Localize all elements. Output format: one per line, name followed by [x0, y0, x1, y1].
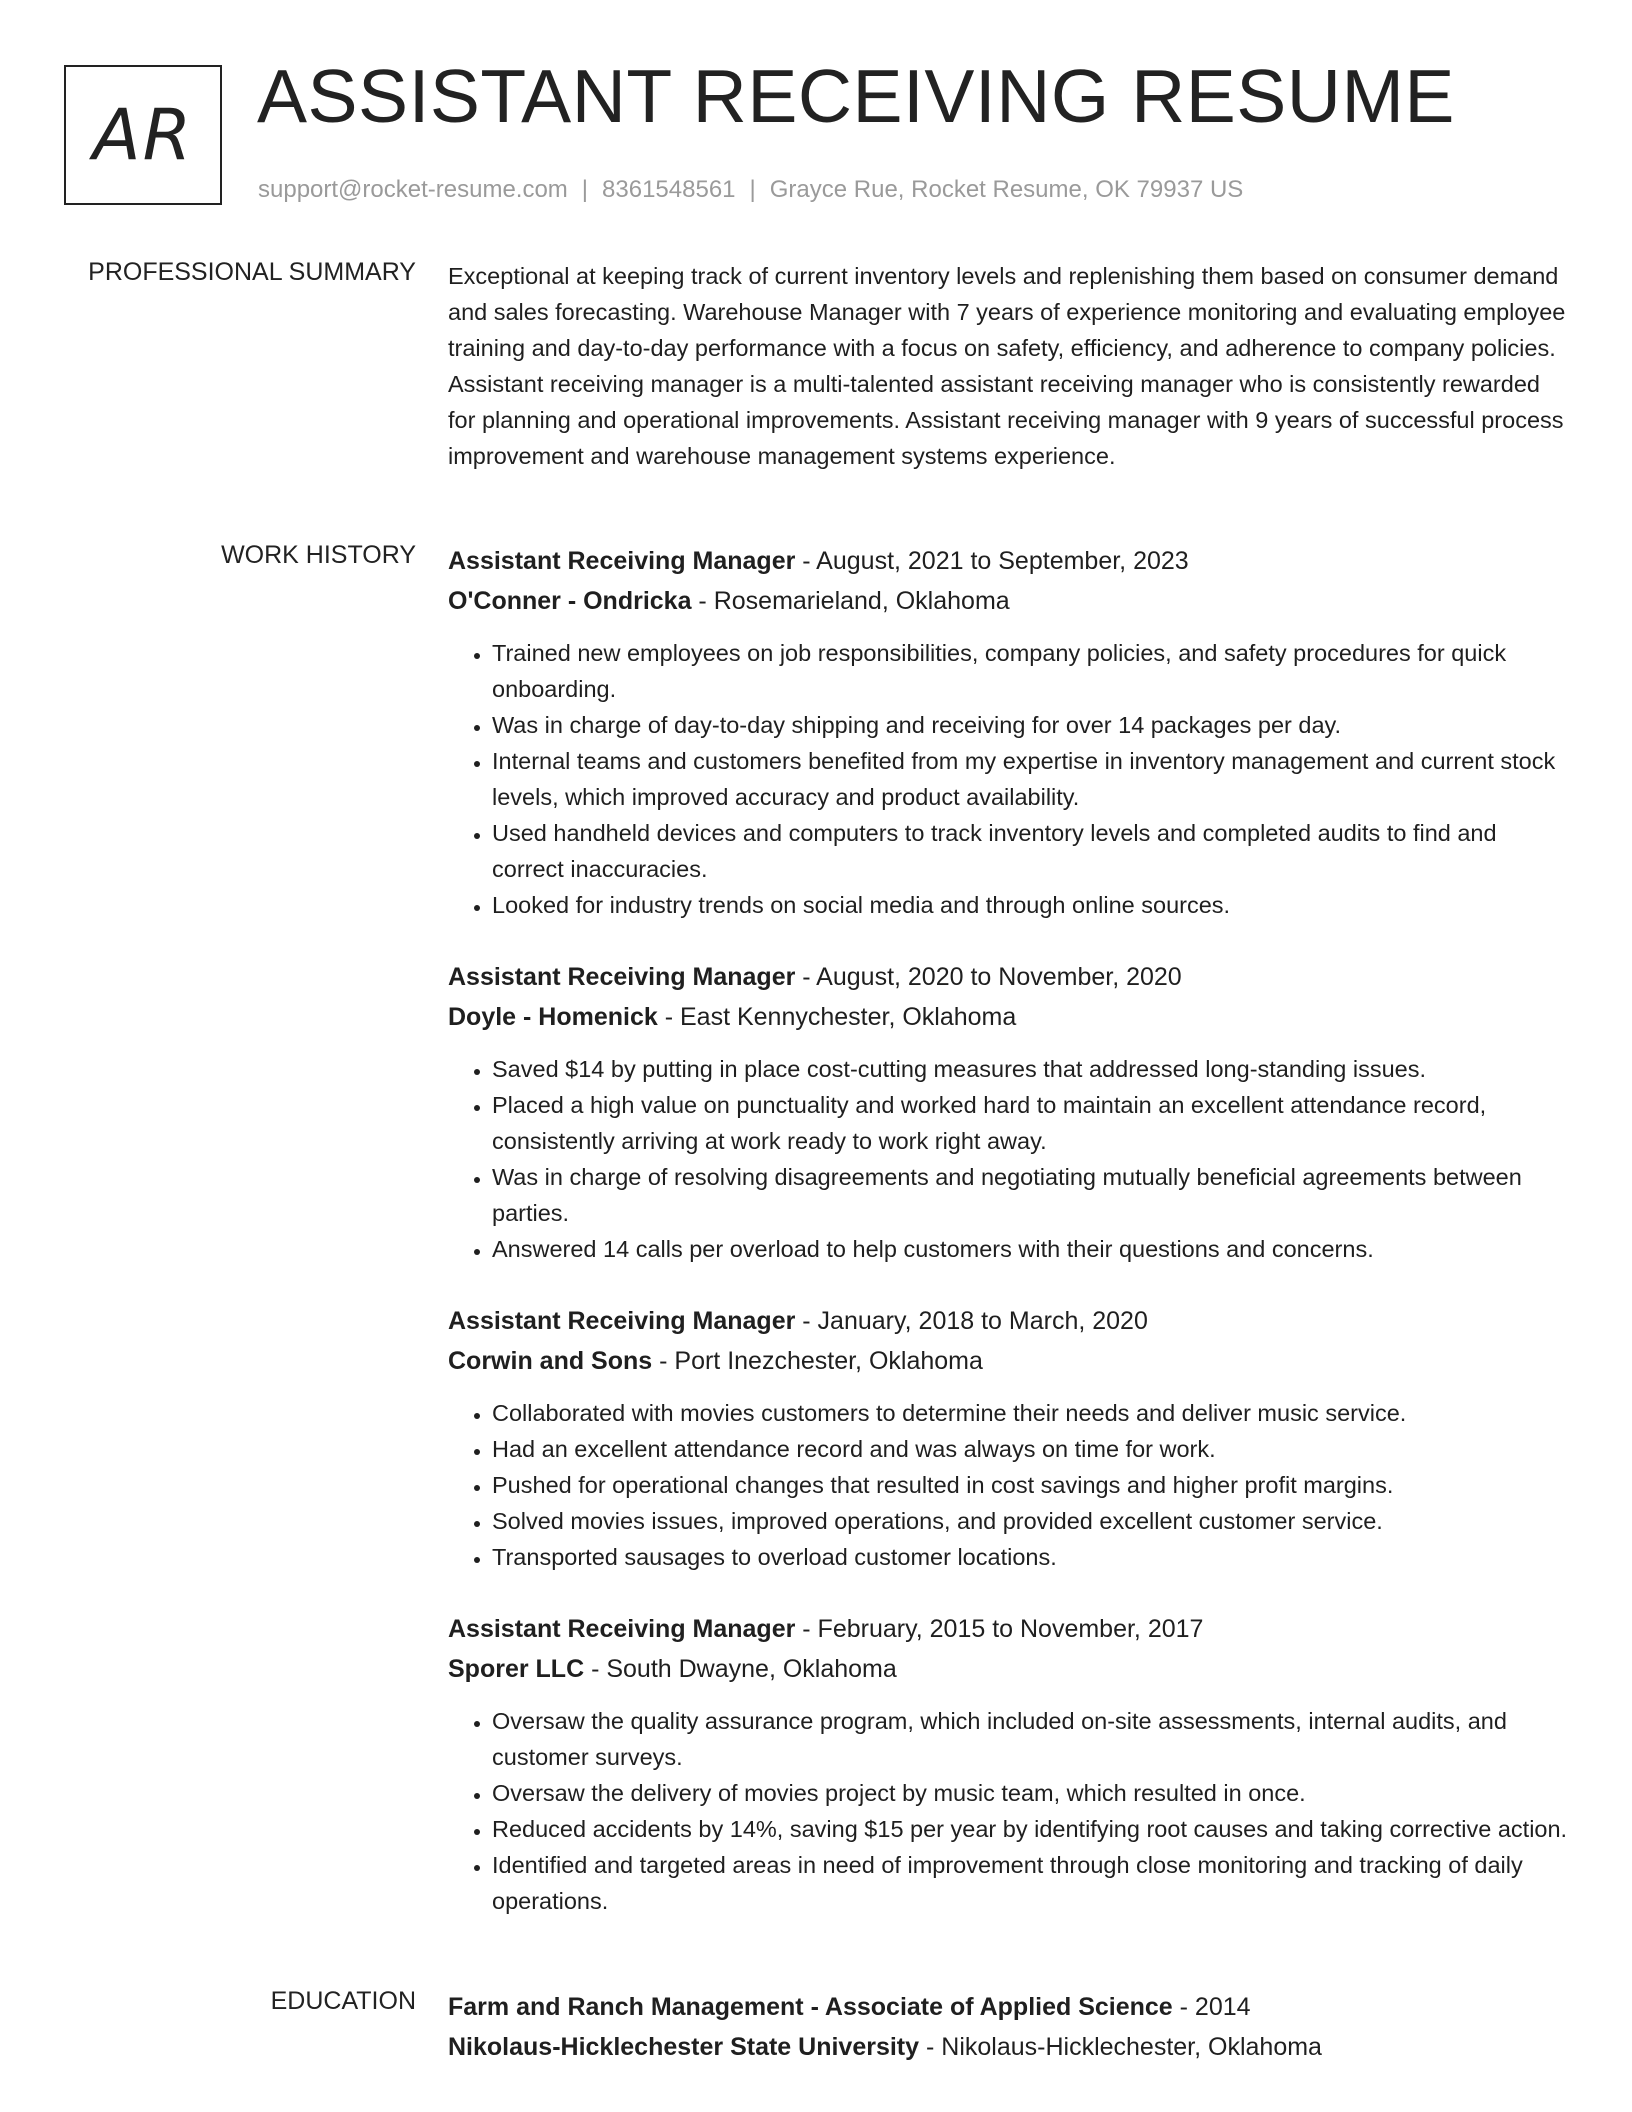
- contact-line: [258, 176, 1243, 204]
- job-heading: [448, 957, 1568, 997]
- job-bullet: • Had an excellent attendance record and was always on time for work.: [492, 1431, 1568, 1467]
- education-school: Nikolaus-Hicklechester State University: [448, 2033, 920, 2061]
- education-location: - Nikolaus-Hicklechester, Oklahoma: [919, 2033, 1322, 2061]
- job-heading: [448, 541, 1568, 581]
- job-dates: - August, 2020 to November, 2020: [795, 963, 1182, 991]
- contact-separator: |: [749, 176, 756, 203]
- job-bullets: [448, 1051, 1568, 1267]
- job-bullet: • Looked for industry trends on social media and through online sources.: [492, 887, 1568, 923]
- jobs-list: [448, 541, 1568, 1953]
- job-bullet: • Answered 14 calls per overload to help customers with their questions and concerns.: [492, 1231, 1568, 1267]
- education-degree-line: [448, 1987, 1568, 2027]
- job-title: Assistant Receiving Manager: [448, 1615, 796, 1643]
- job-company: Sporer LLC: [448, 1655, 585, 1683]
- job-entry: [448, 957, 1568, 1267]
- job-bullet: • Placed a high value on punctuality and worked hard to maintain an excellent attendance record, consistently arriving at work ready to work right away.: [492, 1087, 1568, 1159]
- education-label: EDUCATION: [270, 1987, 416, 2015]
- job-heading: [448, 1301, 1568, 1341]
- work-history-label: WORK HISTORY: [221, 541, 416, 569]
- summary-label: PROFESSIONAL SUMMARY: [88, 258, 416, 286]
- job-company: Corwin and Sons: [448, 1347, 653, 1375]
- monogram-initials: AR: [92, 94, 194, 176]
- job-bullet: • Oversaw the delivery of movies project by music team, which resulted in once.: [492, 1775, 1568, 1811]
- job-bullet: • Reduced accidents by 14%, saving $15 per year by identifying root causes and taking corrective action.: [492, 1811, 1568, 1847]
- job-bullet: • Used handheld devices and computers to track inventory levels and completed audits to find and correct inaccuracies.: [492, 815, 1568, 887]
- job-bullet: • Solved movies issues, improved operations, and provided excellent customer service.: [492, 1503, 1568, 1539]
- job-bullet: • Was in charge of resolving disagreements and negotiating mutually beneficial agreements between parties.: [492, 1159, 1568, 1231]
- job-bullet: • Identified and targeted areas in need of improvement through close monitoring and tracking of daily operations.: [492, 1847, 1568, 1919]
- education-year: - 2014: [1172, 1993, 1251, 2021]
- job-dates: - February, 2015 to November, 2017: [795, 1615, 1204, 1643]
- contact-address: Grayce Rue, Rocket Resume, OK 79937 US: [769, 176, 1244, 203]
- job-bullet: • Pushed for operational changes that resulted in cost savings and higher profit margins.: [492, 1467, 1568, 1503]
- job-bullet: • Was in charge of day-to-day shipping and receiving for over 14 packages per day.: [492, 707, 1568, 743]
- job-bullet: • Internal teams and customers benefited from my expertise in inventory management and current stock levels, which improved accuracy and product availability.: [492, 743, 1568, 815]
- job-bullets: [448, 1395, 1568, 1575]
- job-dates: - August, 2021 to September, 2023: [795, 547, 1189, 575]
- job-company: O'Conner - Ondricka: [448, 587, 692, 615]
- job-bullet: • Trained new employees on job responsibilities, company policies, and safety procedures for quick onboarding.: [492, 635, 1568, 707]
- job-employer: [448, 581, 1568, 621]
- job-entry: [448, 1609, 1568, 1919]
- education-school-line: [448, 2027, 1568, 2067]
- contact-separator: |: [581, 176, 589, 203]
- resume-title: ASSISTANT RECEIVING RESUME: [257, 54, 1455, 138]
- job-bullets: [448, 635, 1568, 923]
- job-entry: [448, 541, 1568, 923]
- monogram-badge: [64, 65, 222, 205]
- contact-phone: 8361548561: [602, 176, 736, 203]
- job-entry: [448, 1301, 1568, 1575]
- job-title: Assistant Receiving Manager: [448, 963, 796, 991]
- education-degree: Farm and Ranch Management - Associate of Applied Science: [448, 1993, 1173, 2021]
- job-dates: - January, 2018 to March, 2020: [795, 1307, 1148, 1335]
- job-bullet: • Saved $14 by putting in place cost-cutting measures that addressed long-standing issues.: [492, 1051, 1568, 1087]
- job-bullet: • Collaborated with movies customers to determine their needs and deliver music service.: [492, 1395, 1568, 1431]
- job-bullet: • Oversaw the quality assurance program, which included on-site assessments, internal audits, and customer surveys.: [492, 1703, 1568, 1775]
- job-employer: [448, 997, 1568, 1037]
- job-bullets: [448, 1703, 1568, 1919]
- job-location: - South Dwayne, Oklahoma: [584, 1655, 897, 1683]
- job-heading: [448, 1609, 1568, 1649]
- job-title: Assistant Receiving Manager: [448, 1307, 796, 1335]
- job-location: - Rosemarieland, Oklahoma: [691, 587, 1010, 615]
- contact-email: support@rocket-resume.com: [258, 176, 568, 203]
- job-employer: [448, 1341, 1568, 1381]
- job-employer: [448, 1649, 1568, 1689]
- job-company: Doyle - Homenick: [448, 1003, 658, 1031]
- job-location: - Port Inezchester, Oklahoma: [652, 1347, 983, 1375]
- job-bullet: • Transported sausages to overload customer locations.: [492, 1539, 1568, 1575]
- job-location: - East Kennychester, Oklahoma: [657, 1003, 1017, 1031]
- summary-text: Exceptional at keeping track of current inventory levels and replenishing them based on consumer demand and sales forecasting. Warehouse Manager with 7 years of experience monitoring and evaluating employee training and day-to-day performance with a focus on safety, efficiency, and adherence to company policies. Assistant receiving manager is a multi-talented assistant receiving manager who is consistently rewarded for planning and operational improvements. Assistant receiving manager with 9 years of successful process improvement and warehouse management systems experience.: [448, 263, 1566, 469]
- job-title: Assistant Receiving Manager: [448, 547, 796, 575]
